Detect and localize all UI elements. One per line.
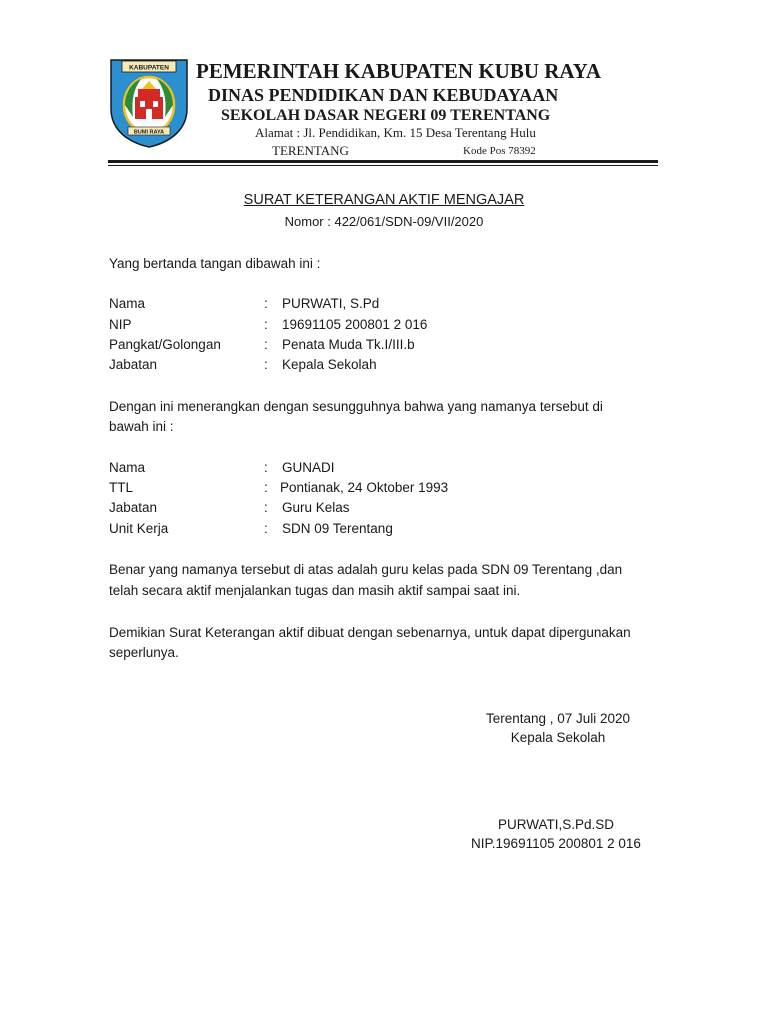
signer-separator: : xyxy=(264,317,268,332)
letterhead-postal-code: Kode Pos 78392 xyxy=(463,145,536,157)
body-paragraph-line: telah secara aktif menjalankan tugas dan masih aktif sampai saat ini. xyxy=(109,583,521,598)
subject-separator: : xyxy=(264,460,268,475)
letterhead-department: DINAS PENDIDIKAN DAN KEBUDAYAAN xyxy=(208,85,559,105)
signer-label: Jabatan xyxy=(109,357,158,372)
signer-label: NIP xyxy=(109,317,132,332)
statement-line: bawah ini : xyxy=(109,419,174,434)
intro-text: Yang bertanda tangan dibawah ini : xyxy=(109,256,321,271)
letterhead-government: PEMERINTAH KABUPATEN KUBU RAYA xyxy=(196,59,602,83)
signer-separator: : xyxy=(264,296,268,311)
subject-separator: : xyxy=(264,521,268,536)
subject-separator: : xyxy=(264,480,268,495)
body-paragraph-line: Benar yang namanya tersebut di atas adalah guru kelas pada SDN 09 Terentang ,dan xyxy=(109,562,623,577)
subject-name: GUNADI xyxy=(282,460,335,475)
letterhead-address: Alamat : Jl. Pendidikan, Km. 15 Desa Terentang Hulu xyxy=(255,125,536,140)
signature-nip: NIP.19691105 200801 2 016 xyxy=(471,836,641,851)
signer-name: PURWATI, S.Pd xyxy=(282,296,380,311)
signature-name: PURWATI,S.Pd.SD xyxy=(497,817,615,832)
signer-separator: : xyxy=(264,357,268,372)
signer-position: Kepala Sekolah xyxy=(282,357,377,372)
letterhead-city: TERENTANG xyxy=(272,143,349,158)
subject-label: Unit Kerja xyxy=(109,521,169,536)
document-number: Nomor : 422/061/SDN-09/VII/2020 xyxy=(284,214,484,229)
signer-rank: Penata Muda Tk.I/III.b xyxy=(282,337,415,352)
signer-separator: : xyxy=(264,337,268,352)
letterhead-divider-thin xyxy=(108,165,658,166)
subject-label: Jabatan xyxy=(109,500,158,515)
closing-paragraph-line: seperlunya. xyxy=(109,645,179,660)
subject-separator: : xyxy=(264,500,268,515)
subject-label: TTL xyxy=(109,480,134,495)
letterhead-divider-thick xyxy=(108,160,658,163)
signer-label: Pangkat/Golongan xyxy=(109,337,221,352)
kubu-raya-emblem xyxy=(108,57,190,149)
letterhead-school: SEKOLAH DASAR NEGERI 09 TERENTANG xyxy=(221,107,551,124)
signature-position: Kepala Sekolah xyxy=(510,730,606,745)
signature-place-date: Terentang , 07 Juli 2020 xyxy=(485,711,631,726)
signer-label: Nama xyxy=(109,296,146,311)
statement-line: Dengan ini menerangkan dengan sesungguhnya bahwa yang namanya tersebut di xyxy=(109,399,603,414)
subject-work-unit: SDN 09 Terentang xyxy=(282,521,393,536)
document-title: SURAT KETERANGAN AKTIF MENGAJAR xyxy=(243,192,525,208)
logo-motto: BUMI RAYA xyxy=(133,129,165,136)
logo-text: KABUPATEN xyxy=(129,64,169,72)
subject-birth: Pontianak, 24 Oktober 1993 xyxy=(280,480,449,495)
closing-paragraph-line: Demikian Surat Keterangan aktif dibuat dengan sebenarnya, untuk dapat dipergunakan xyxy=(109,625,631,640)
subject-label: Nama xyxy=(109,460,146,475)
signer-nip: 19691105 200801 2 016 xyxy=(282,317,428,332)
subject-position: Guru Kelas xyxy=(282,500,350,515)
